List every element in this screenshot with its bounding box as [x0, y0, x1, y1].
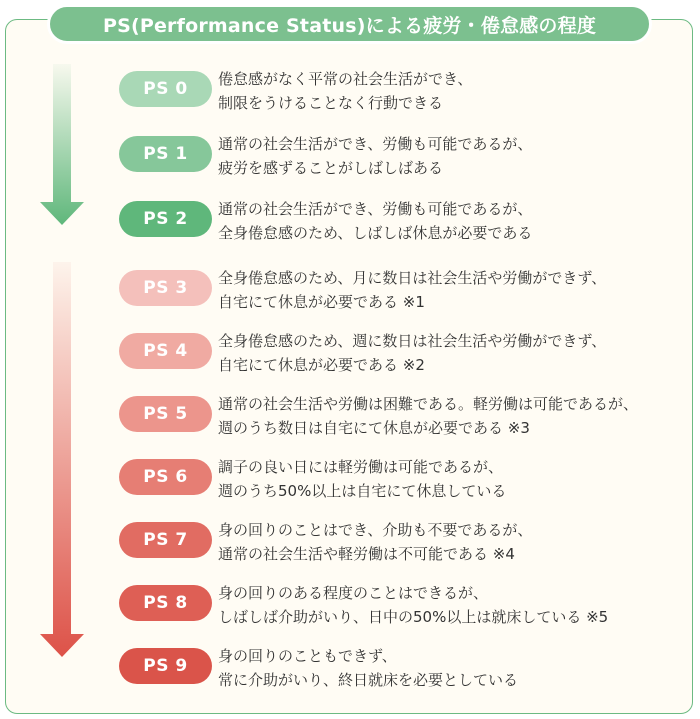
description-line-2: しばしば介助がいり、日中の50%以上は就床している ※5 [218, 608, 609, 626]
ps-level-row [0, 449, 700, 505]
description-line-1: 調子の良い日には軽労働は可能であるが、 [218, 458, 504, 476]
description-line-2: 通常の社会生活や軽労働は不可能である ※4 [218, 545, 515, 563]
description-line-2: 自宅にて休息が必要である ※1 [218, 293, 425, 311]
ps-level-row [0, 386, 700, 442]
ps-description [218, 329, 688, 377]
description-line-1: 通常の社会生活ができ、労働も可能であるが、 [218, 200, 533, 218]
ps-badge: PS 1 [119, 136, 212, 172]
description-line-1: 全身倦怠感のため、週に数日は社会生活や労働ができず、 [218, 332, 607, 350]
ps-description [218, 392, 688, 440]
description-line-2: 全身倦怠感のため、しばしば休息が必要である [218, 224, 533, 242]
description-line-1: 身の回りのある程度のことはできるが、 [218, 584, 489, 602]
description-line-1: 全身倦怠感のため、月に数日は社会生活や労働ができず、 [218, 269, 607, 287]
ps-level-row [0, 575, 700, 631]
ps-badge: PS 0 [119, 71, 212, 107]
ps-level-row [0, 512, 700, 568]
ps-description [218, 67, 688, 115]
ps-description [218, 518, 688, 566]
ps-badge: PS 9 [119, 648, 212, 684]
title-banner: PS(Performance Status)による疲労・倦怠感の程度 [47, 4, 652, 44]
description-line-2: 週のうち50%以上は自宅にて休息している [218, 482, 507, 500]
description-line-1: 身の回りのこともできず、 [218, 647, 397, 665]
ps-description [218, 132, 688, 180]
ps-level-row [0, 61, 700, 117]
description-line-1: 身の回りのことはでき、介助も不要であるが、 [218, 521, 533, 539]
ps-level-row [0, 638, 700, 694]
description-line-1: 倦怠感がなく平常の社会生活ができ、 [218, 70, 473, 88]
ps-level-row [0, 260, 700, 316]
ps-description [218, 197, 688, 245]
description-line-1: 通常の社会生活ができ、労働も可能であるが、 [218, 135, 533, 153]
description-line-2: 制限をうけることなく行動できる [218, 94, 444, 112]
ps-badge: PS 4 [119, 333, 212, 369]
ps-description [218, 581, 688, 629]
ps-description [218, 455, 688, 503]
ps-description [218, 266, 688, 314]
ps-level-row [0, 126, 700, 182]
ps-badge: PS 2 [119, 201, 212, 237]
description-line-2: 疲労を感ずることがしばしばある [218, 159, 444, 177]
ps-badge: PS 6 [119, 459, 212, 495]
ps-badge: PS 8 [119, 585, 212, 621]
ps-level-row [0, 323, 700, 379]
ps-badge: PS 7 [119, 522, 212, 558]
ps-level-row [0, 191, 700, 247]
ps-badge: PS 5 [119, 396, 212, 432]
description-line-2: 自宅にて休息が必要である ※2 [218, 356, 425, 374]
ps-description [218, 644, 688, 692]
ps-badge: PS 3 [119, 270, 212, 306]
description-line-2: 週のうち数日は自宅にて休息が必要である ※3 [218, 419, 530, 437]
description-line-1: 通常の社会生活や労働は困難である。軽労働は可能であるが、 [218, 395, 639, 413]
description-line-2: 常に介助がいり、終日就床を必要としている [218, 671, 519, 689]
